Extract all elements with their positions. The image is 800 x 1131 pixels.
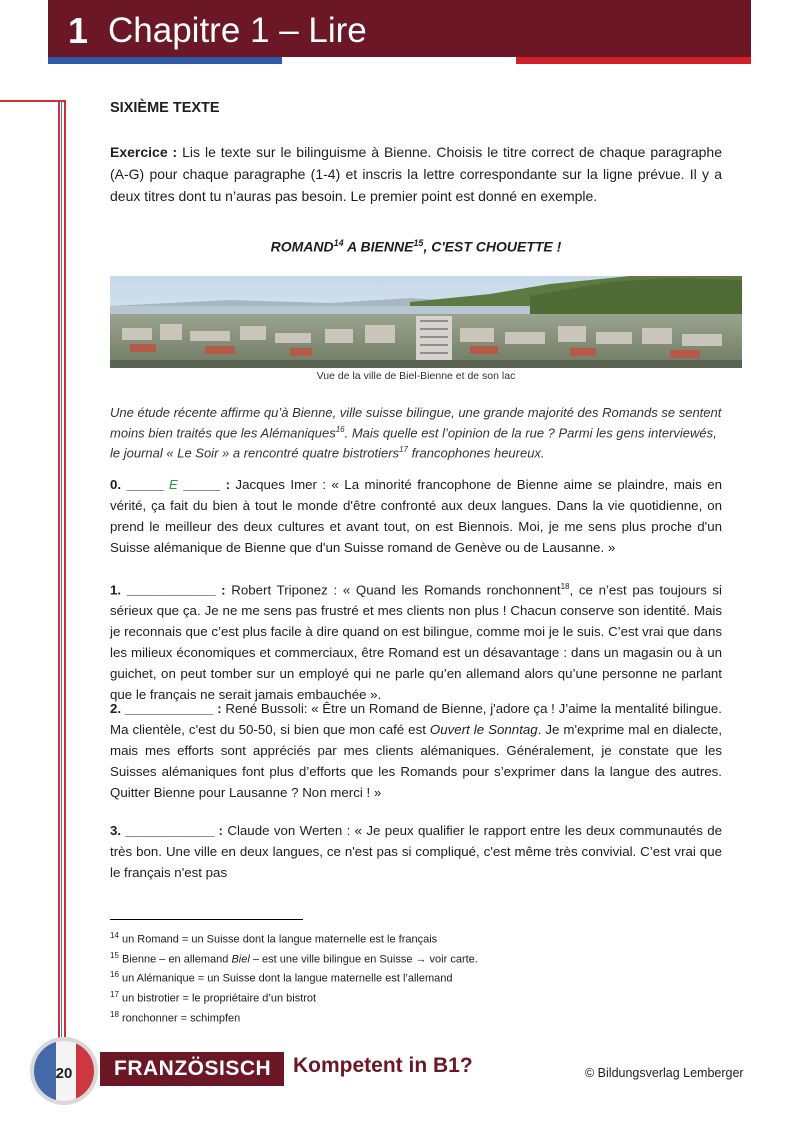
exercise-label: Exercice :: [110, 144, 178, 160]
footer-copyright: © Bildungsverlag Lemberger: [585, 1066, 744, 1080]
answer-blank-1[interactable]: 1. ____________ :: [110, 582, 226, 598]
footer-brand-band: [100, 1052, 284, 1086]
footnote-18: $^{18}$ ronchonner = schimpfen: [110, 1009, 241, 1025]
panorama-photo: [110, 276, 742, 368]
answer-blank-2[interactable]: 2. ____________ :: [110, 701, 222, 716]
paragraph-1: 1. ____________ : Robert Triponez : « Quand les Romands ronchonnent$^{18}$, ce n’est pas toujours si sérieux que ça. Je ne me sens pas frustré et mes clients non plus ! Chacun conserve son identité. Mais je reconnais que c’est plus facile à dire quand on est bilingue, comme moi je le suis. C’est vrai que dans les milieux économiques et commerciaux, être Romand est un désavantage : dans un magasin ou à un guichet, on peut tomber sur un employé qui ne parle qu’en allemand alors qu’une personne ne parlant que le français ne serait jamais embauchée ».: [110, 582, 722, 703]
chapter-number: 1: [68, 10, 89, 51]
answer-blank-3[interactable]: 3. ____________ :: [110, 823, 223, 838]
side-border: [0, 100, 66, 1041]
footnote-17: $^{17}$ un bistrotier = le propriétaire d’un bistrot: [110, 989, 317, 1005]
exercise-text: Lis le texte sur le bilinguisme à Bienne. Choisis le titre correct de chaque paragraphe (A-G) pour chaque paragraphe (1-4) et inscris la lettre correspondante sur la ligne prévue. Il y a deux titres dont tu n’auras pas besoin. Le premier point est donné en exemple.: [110, 144, 722, 204]
footer-brand: FRANZÖSISCH: [114, 1057, 272, 1080]
paragraph-3: 3. ____________ : Claude von Werten : « Je peux qualifier le rapport entre les deux communautés de très bon. Une ville en deux langues, ce n'est pas si compliqué, c'est même très convivial. C’est vrai que le français n'est pas: [110, 823, 722, 880]
exercise-instructions: [110, 141, 722, 207]
footnote-separator: [110, 919, 303, 920]
paragraph-0: 0. _____ E _____ : Jacques Imer : « La minorité francophone de Bienne aime se plaindre, mais en vérité, ça fait du bien à tout le monde d'être confronté aux deux langues. Dans la vie quotidienne, on prend le meilleur des deux cultures et avant tout, on est Biennois. Moi, je me sens plus proche d'un Suisse alémanique de Bienne que d'un Suisse romand de Genève ou de Lausanne. »: [110, 477, 722, 555]
intro-paragraph: Une étude récente affirme qu’à Bienne, ville suisse bilingue, une grande majorité des Romands se sentent moins bien traités que les Alémaniques$^{16}$. Mais quelle est l’opinion de la rue ? Parmi les gens interviewés, le journal « Le Soir » a rencontré quatre bistrotiers$^{17}$ francophones heureux.: [110, 405, 722, 461]
section-title: SIXIÈME TEXTE: [110, 100, 220, 116]
text-title: ROMAND$^{14}$ A BIENNE$^{15}$, C'EST CHOUETTE !: [270, 238, 562, 255]
page-number: 20: [55, 1065, 73, 1082]
header-stripe-red: [516, 57, 751, 64]
example-answer: E: [163, 477, 184, 492]
footnote-15: $^{15}$ Bienne – en allemand Biel – est une ville bilingue en Suisse → voir carte.: [110, 950, 478, 966]
header-stripe-blue: [48, 57, 282, 64]
paragraph-2: 2. ____________ : René Bussoli: « Être un Romand de Bienne, j'adore ça ! J’aime la mentalité bilingue. Ma clientèle, c'est du 50-50, si bien que mon café est Ouvert le Sonntag. Je m'exprime mal en dialecte, mais mes efforts sont appréciés par mes clients alémaniques. Généralement, je constate que les Suisses alémaniques font plus d’efforts que les Romands pour s’exprimer dans la langue des autres. Quitter Bienne pour Lausanne ? Non merci ! »: [110, 701, 723, 800]
footnotes: [110, 928, 478, 1026]
footnote-16: $^{16}$ un Alémanique = un Suisse dont la langue maternelle est l’allemand: [110, 970, 453, 985]
photo-caption: Vue de la ville de Biel-Bienne et de son lac: [316, 370, 516, 382]
chapter-title: Chapitre 1 – Lire: [108, 11, 367, 50]
footnote-14: $^{14}$ un Romand = un Suisse dont la langue maternelle est le français: [110, 931, 438, 946]
page-badge: [30, 1037, 98, 1105]
chapter-header: [48, 0, 751, 57]
footer-subtitle: Kompetent in B1?: [293, 1054, 473, 1077]
